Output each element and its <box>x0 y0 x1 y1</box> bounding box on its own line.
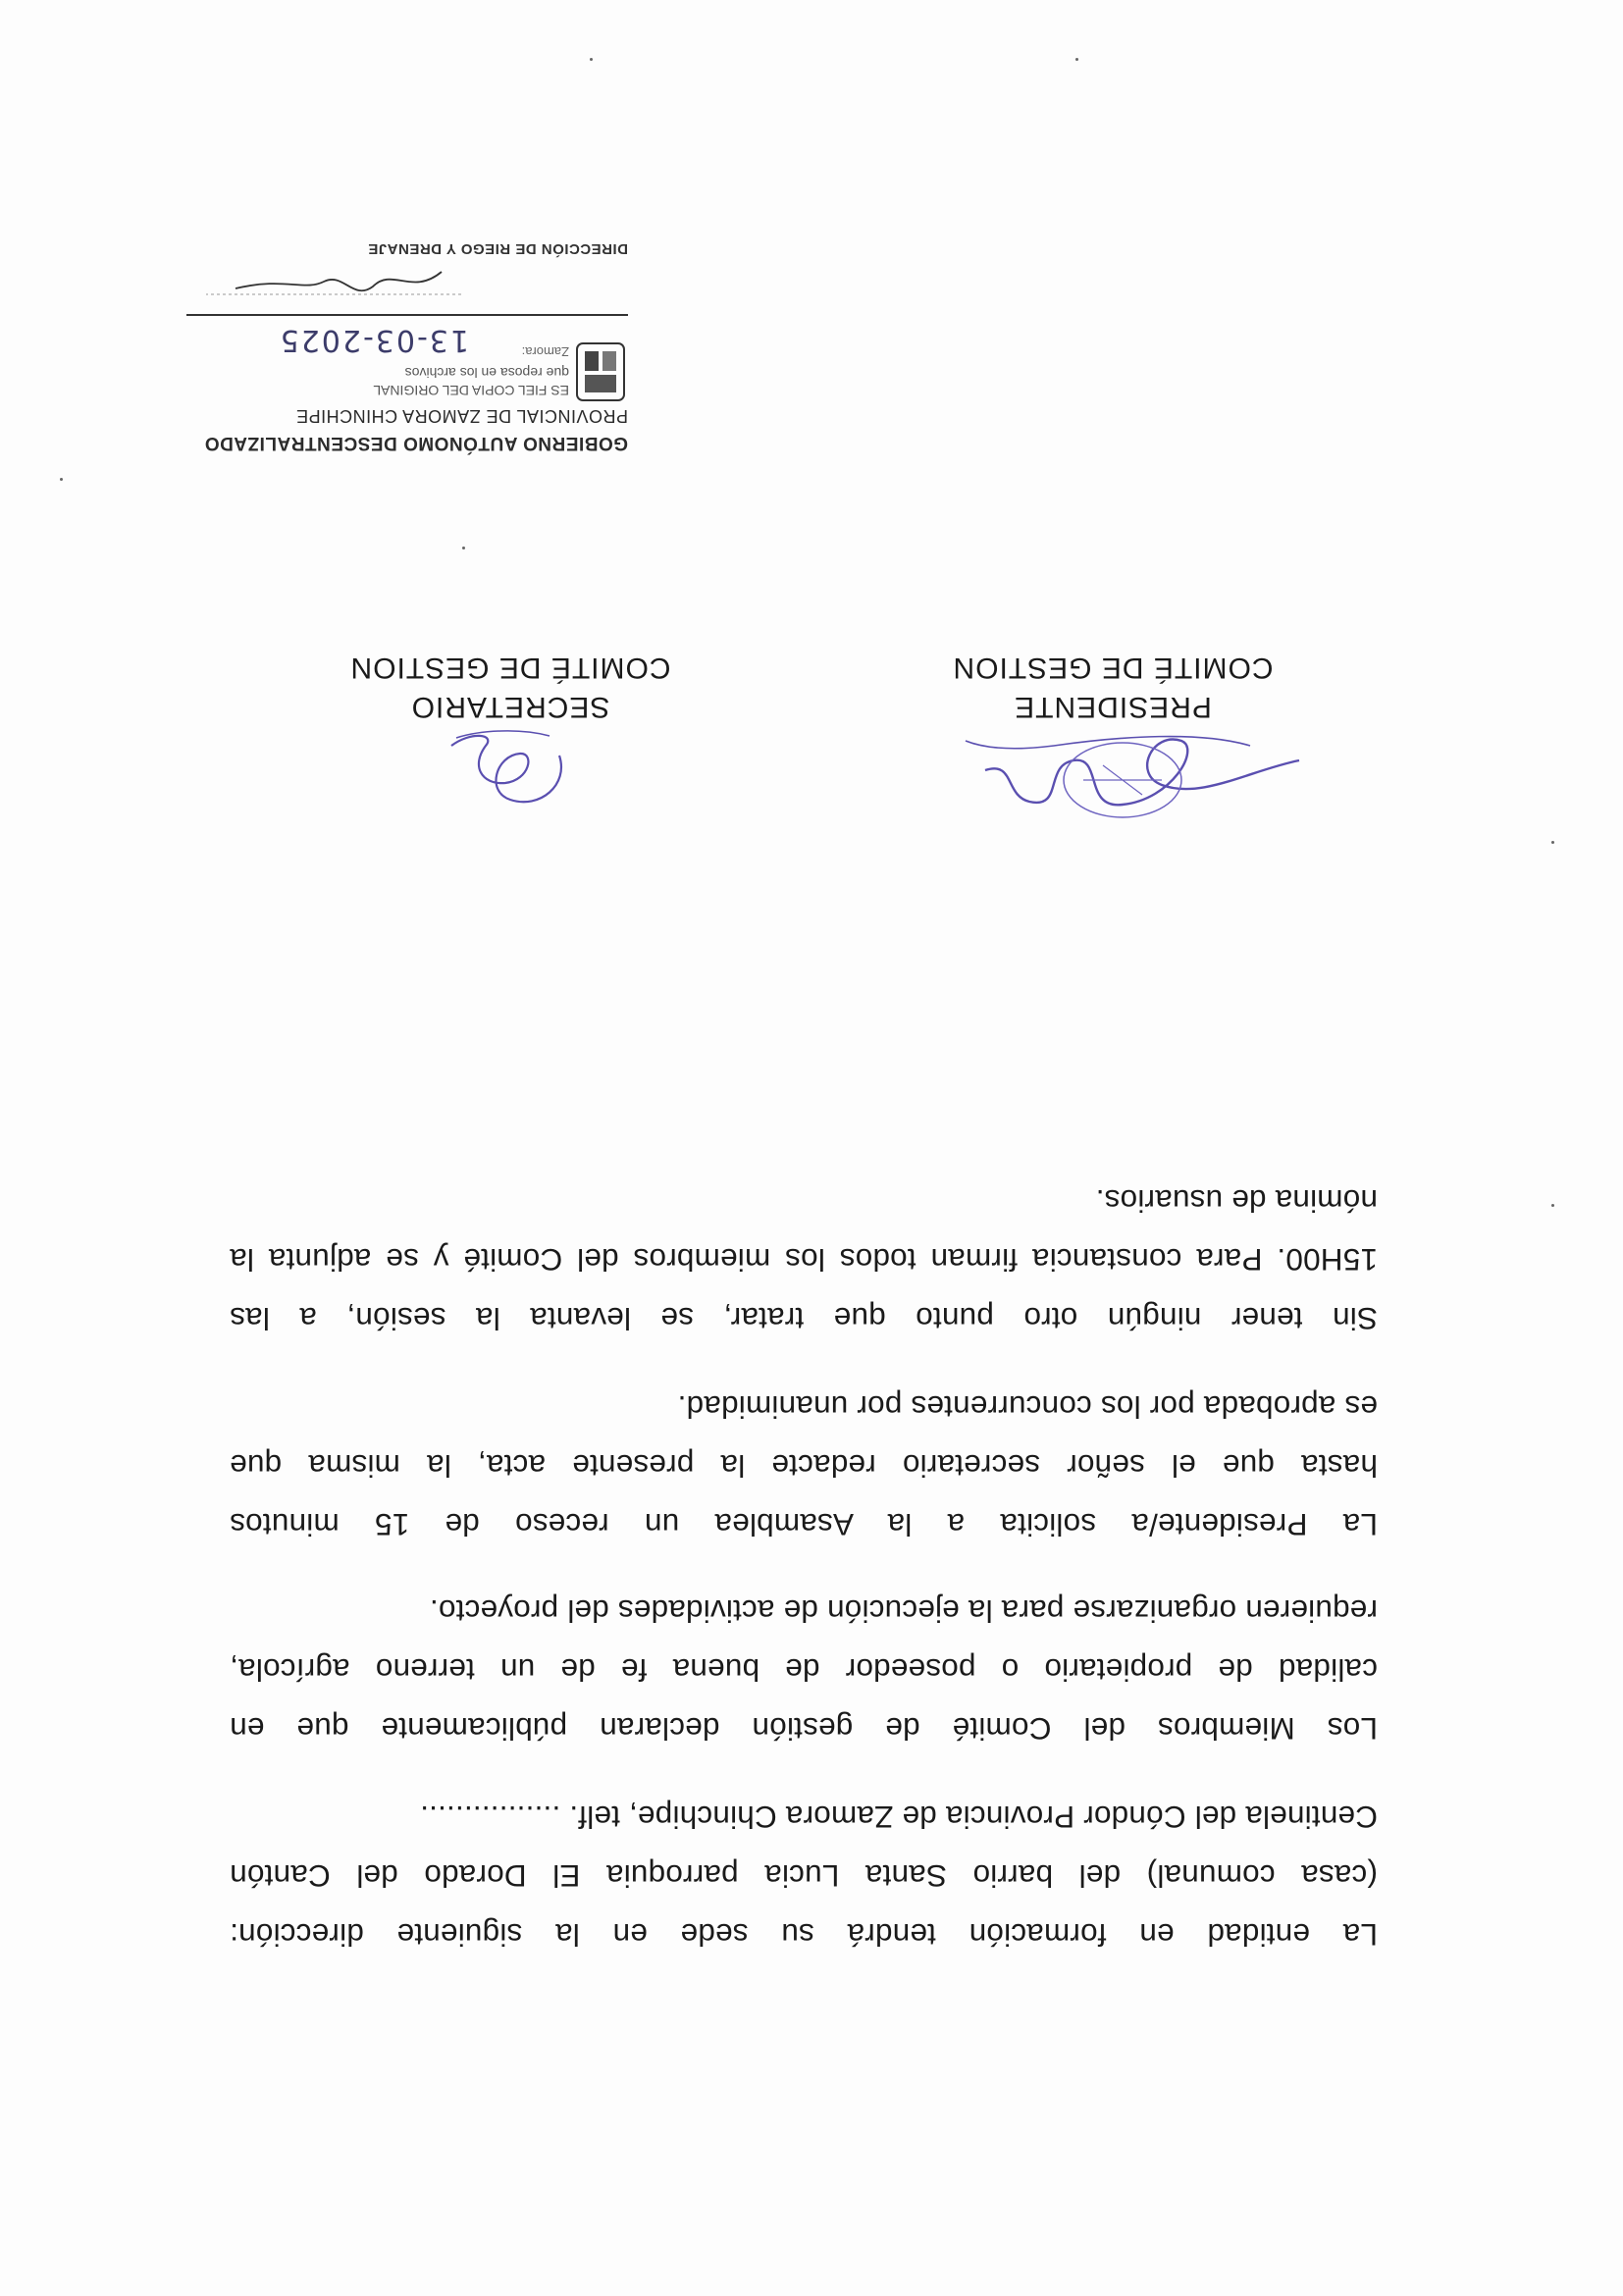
paragraph-cierre <box>230 1172 1378 1348</box>
president-role: PRESIDENTE <box>1014 691 1212 723</box>
scan-speck <box>462 547 465 549</box>
stamp-place-label: Zamora: <box>521 344 569 359</box>
secretary-signature-block <box>343 648 677 726</box>
scan-speck <box>1551 841 1554 844</box>
certification-stamp <box>186 240 628 453</box>
scan-speck <box>1551 1204 1554 1207</box>
president-signature-block <box>946 648 1280 726</box>
president-signature <box>956 702 1309 839</box>
stamp-date: 13-03-2025 <box>278 323 469 357</box>
text-line: nómina de usuarios. <box>1095 1183 1378 1219</box>
paragraph-declaracion <box>230 1582 1378 1758</box>
text-line: hasta que el señor secretario redacte la presente acta, la misma que <box>230 1448 1378 1484</box>
text-line: La Presidente/a solicita a la Asamblea un receso de 15 minutos <box>230 1507 1378 1542</box>
secretary-signature <box>432 716 589 824</box>
text-line: Sin tener ningún otro punto que tratar, se levanta la sesión, a las <box>230 1301 1378 1336</box>
stamp-certification: ES FIEL COPIA DEL ORIGINAL <box>373 383 569 398</box>
secretary-role: SECRETARIO <box>410 691 610 723</box>
text-line: requieren organizarse para la ejecución de actividades del proyecto. <box>429 1593 1378 1629</box>
text-line: Centinela del Cóndor Provincia de Zamora Chinchipe, telf. ................ <box>419 1800 1378 1835</box>
text-line: 15H00. Para constancia firman todos los miembros del Comité y se adjunta la <box>230 1242 1378 1278</box>
paragraph-receso <box>230 1378 1378 1554</box>
scan-speck <box>1075 58 1078 61</box>
stamp-province: PROVINCIAL DE ZAMORA CHINCHIPE <box>295 406 628 426</box>
scan-speck <box>60 478 63 481</box>
stamp-divider <box>186 314 628 316</box>
stamp-department: DIRECCIÓN DE RIEGO Y DRENAJE <box>367 240 628 257</box>
coat-of-arms-icon <box>573 336 628 406</box>
secretary-committee: COMITÉ DE GESTION <box>349 652 671 684</box>
paragraph-sede <box>230 1788 1378 1964</box>
scan-speck <box>590 58 593 61</box>
text-line: (casa comunal) del barrio Santa Lucia parroquia El Dorado del Cantón <box>230 1858 1378 1894</box>
stamp-institution: GOBIERNO AUTÓNOMO DESCENTRALIZADO <box>204 433 628 453</box>
text-line: es aprobada por los concurrentes por unanimidad. <box>677 1389 1378 1425</box>
text-line: calidad de propietario o poseedor de buena fe de un terreno agrícola, <box>230 1652 1378 1688</box>
text-line: La entidad en formación tendrá su sede en la siguiente dirección: <box>230 1917 1378 1953</box>
text-line: Los Miembros del Comité de gestión declaran públicamente que en <box>230 1711 1378 1747</box>
stamp-archive-note: que reposa en los archivos <box>404 365 569 381</box>
stamp-signature <box>186 257 481 306</box>
president-committee: COMITÉ DE GESTION <box>952 652 1274 684</box>
